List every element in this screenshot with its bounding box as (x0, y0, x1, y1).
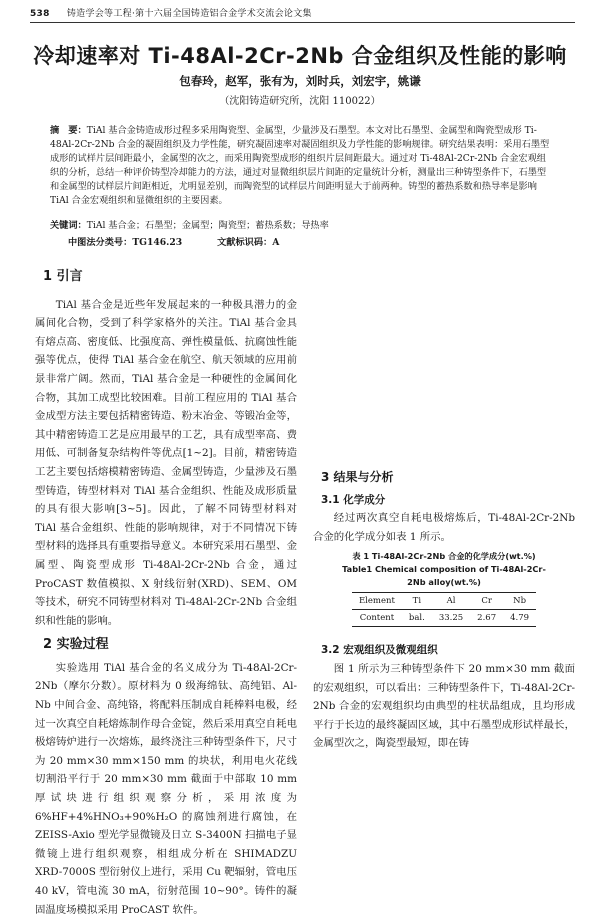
section-heading-intro: 1 引言 (43, 269, 83, 284)
keywords-label: 关键词： (50, 220, 87, 231)
composition-paragraph: 经过两次真空自耗电极熔炼后，Ti-48Al-2Cr-2Nb 合金的化学成分如表 1 所示。 (313, 512, 575, 543)
abstract-text: TiAl 基合金铸造成形过程多采用陶瓷型、金属型，少量涉及石墨型。本文对比石墨型、金属型和陶瓷型成形 Ti-48Al-2Cr-2Nb 合金的凝固组织及力学性能，研究凝固速率对凝固组织及力学性能的影响规律。研究结果表明：采用石墨型成形的试样片层间距最小，金属型的次之，而采用陶瓷型成形的组织片层间距最大。通过对 Ti-48Al-2Cr-2Nb 合金宏观组织的分析，总结一种评价铸型冷却能力的方法，通过对显微组织层片间距的定量统计分析，测量出三种铸型条件下，石墨型和金属型的试样层片间距相近，尤明显差别，而陶瓷型的试样层片间距明显大于前两种。铸型的蓄热系数和热导率是影响 TiAl 合金宏观组织和显微组织的主要因素。 (50, 125, 550, 206)
clc-value: TG146.23 (132, 237, 183, 248)
table-cell: Content (359, 613, 395, 624)
classification-line (68, 234, 573, 248)
table-header-cell: Nb (513, 596, 527, 607)
affiliation: （沈阳铸造研究所，沈阳 110022） (219, 96, 381, 107)
table-row (352, 610, 536, 627)
table-cell: 2.67 (477, 613, 497, 624)
intro-paragraph: TiAl 基合金是近些年发展起来的一种极具潜力的金属间化合物，受到了科学家格外的关注。TiAl 基合金具有熔点高、密度低、比强度高、弹性模量低、抗腐蚀性能强等优点，使得 TiAl 基合金在航空、航天领域的应用前景非常广阔。然而，TiAl 基合金是一种硬性的金属间化合物，其加工成型比较困难。目前工程应用的 TiAl 基合金成型方法主要包括精密铸造、粉末冶金、等锻冶金等，其中精密铸造工艺是应用最早的工艺，具有成型率高、费用低、可制备复杂结构件等优点[1~2]。目前，精密铸造工艺主要包括熔模精密铸造、金属型铸造，少量涉及石墨型铸造，铸型材料对 TiAl 基合金组织、性能及成形质量的具有很大影响[3~5]。因此，了解不同铸型材料对 TiAl 基合金组织、性能的影响规律，对于不同情况下铸型材料的选择具有重要指导意义。本研究采用石墨型、金属型、陶瓷型成形 Ti-48Al-2Cr-2Nb 合金，通过 ProCAST 数值模拟、X 射线衍射(XRD)、SEM、OM 等技术，研究不同铸型材料对 Ti-48Al-2Cr-2Nb 合金组织和性能的影响。 (35, 298, 297, 627)
subsection-heading-composition: 3.1 化学成分 (321, 493, 386, 506)
abstract (50, 124, 555, 208)
experiment-continued (313, 262, 575, 468)
subsection-heading-structure: 3.2 宏观组织及微观组织 (321, 644, 438, 657)
keywords-text: TiAl 基合金；石墨型；金属型；陶瓷型；蓄热系数；导热率 (86, 220, 329, 231)
section-heading-experiment: 2 实验过程 (43, 637, 109, 653)
structure-paragraph: 图 1 所示为三种铸型条件下 20 mm×30 mm 截面的宏观组织，可以看出：三种铸型条件下，Ti-48Al-2Cr-2Nb 合金的宏观组织均由典型的柱状晶组成，且均形成平行于长边的最终凝固区域，其中石墨型成形试样最长，金属型次之，陶瓷型最短，即在铸 (313, 662, 575, 750)
clc-label: 中图法分类号： (68, 237, 133, 248)
author-list: 包春玲，赵军，张有为，刘时兵，刘宏宇，姚谦 (179, 74, 421, 88)
table-cell: bal. (408, 613, 425, 624)
table-cell: 4.79 (510, 613, 530, 624)
composition-table (352, 592, 536, 627)
experiment-paragraph: 实验选用 TiAl 基合金的名义成分为 Ti-48Al-2Cr-2Nb（摩尔分数）。原材料为 0 级海绵钛、高纯铝、Al-Nb 中间合金、高纯铬，将配料压制成自耗棒料电极，经过一次真空自耗熔炼制作母合金锭，然后采用真空自耗电极熔铸炉进行一次熔炼，最终浇注三种铸型条件下，尺寸为 20 mm×30 mm×150 mm 的块状，利用电火花线切割沿平行于 20 mm×30 mm 截面于中部取 10 mm 厚试块进行组织观察分析，采用浓度为 6%HF+4%HNO₃+90%H₂O 的腐蚀剂进行腐蚀，在 ZEISS-Axio 型光学显微镜及日立 S-3400N 扫描电子显微镜上进行组织观察，相组成分析在 SHIMADZU XRD-7000S 型衍射仪上进行，采用 Cu 靶辐射，管电压 40 kV，管电流 30 mA，衍射范围 10~90°。铸件的凝固温度场模拟采用 ProCAST 软件。 (35, 661, 298, 916)
table-header-cell: Element (358, 596, 395, 607)
table-caption-en: Table1 Chemical composition of Ti-48Al-2Cr-2Nb alloy(wt.%) (342, 564, 546, 588)
paper-title: 冷却速率对 Ti-48Al-2Cr-2Nb 合金组织及性能的影响 (33, 44, 567, 68)
table-header-cell: Cr (481, 596, 492, 607)
page-number: 538 (30, 9, 50, 19)
keywords (50, 217, 555, 231)
left-column (35, 262, 298, 916)
table-header-cell: Ti (412, 596, 422, 607)
table-header-cell: Al (446, 596, 456, 607)
running-header (30, 6, 575, 23)
journal-line: 铸造学会等工程·第十六届全国铸造铝合金学术交流会论文集 (66, 9, 312, 19)
doc-code-value: A (272, 237, 280, 248)
table-caption-cn: 表 1 Ti-48Al-2Cr-2Nb 合金的化学成分(wt.%) (352, 551, 536, 562)
doc-code-label: 文献标识码： (217, 237, 273, 248)
abstract-label: 摘 要： (50, 125, 87, 136)
table-cell: 33.25 (438, 613, 464, 624)
right-column (313, 262, 575, 753)
section-heading-results: 3 结果与分析 (321, 470, 394, 484)
